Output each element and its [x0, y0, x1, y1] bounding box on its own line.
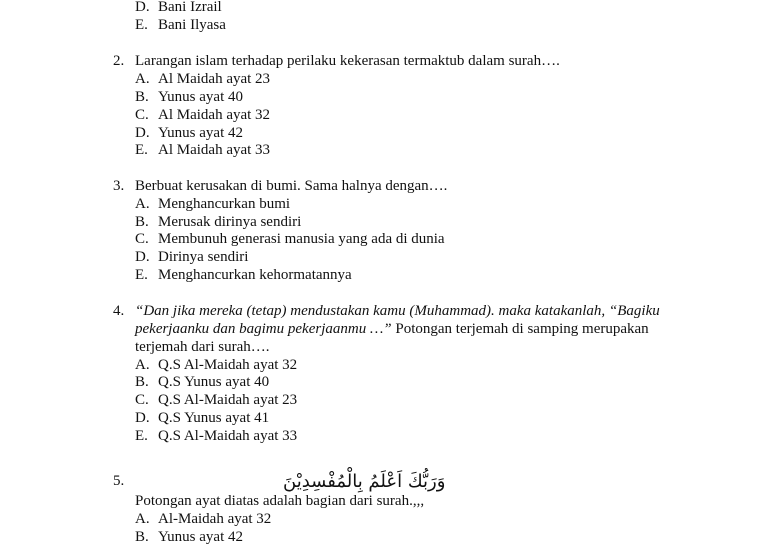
option-text: Q.S Al-Maidah ayat 23	[158, 392, 298, 408]
option-letter: E.	[135, 267, 148, 283]
option-text: Merusak dirinya sendiri	[158, 214, 302, 230]
option-letter: E.	[135, 428, 148, 444]
option-text: Q.S Yunus ayat 40	[158, 374, 270, 390]
option-letter: C.	[135, 392, 149, 408]
option-text: Bani Ilyasa	[158, 17, 226, 33]
option-text: Q.S Al-Maidah ayat 33	[158, 428, 298, 444]
option-text: Membunuh generasi manusia yang ada di dunia	[158, 231, 445, 247]
translation-quote: “Dan jika mereka (tetap) mendustakan kamu (Muhammad). maka katakanlah, “Bagiku pekerjaanku dan bagimu pekerjaanmu …”	[135, 303, 660, 337]
option-text: Q.S Al-Maidah ayat 32	[158, 357, 298, 373]
question-number: 5.	[113, 473, 125, 489]
option-text: Menghancurkan kehormatannya	[158, 267, 352, 283]
question-text: Larangan islam terhadap perilaku kekerasan termaktub dalam surah….	[135, 53, 560, 69]
option-letter: D.	[135, 249, 150, 265]
option-letter: B.	[135, 374, 149, 390]
option-letter: D.	[135, 0, 150, 15]
option-text: Yunus ayat 42	[158, 125, 243, 141]
option-text: Al Maidah ayat 23	[158, 71, 271, 87]
option-letter: C.	[135, 231, 149, 247]
question-number: 4.	[113, 303, 125, 319]
arabic-verse-text: وَرَبُّكَ اَعْلَمُ بِالْمُفْسِدِيْنَ	[283, 471, 446, 492]
option-text: Al-Maidah ayat 32	[158, 511, 272, 527]
option-letter: C.	[135, 107, 149, 123]
option-letter: E.	[135, 17, 148, 33]
option-text: Dirinya sendiri	[158, 249, 249, 265]
option-letter: E.	[135, 142, 148, 158]
question-text: Potongan ayat diatas adalah bagian dari surah.,,,	[135, 493, 425, 509]
question-prompt: Potongan terjemah di samping merupakan terjemah dari surah….	[135, 321, 649, 355]
option-letter: D.	[135, 125, 150, 141]
option-letter: A.	[135, 357, 150, 373]
question-text: Berbuat kerusakan di bumi. Sama halnya dengan….	[135, 178, 448, 194]
option-text: Yunus ayat 42	[158, 529, 243, 545]
option-text: Bani Izrail	[158, 0, 222, 15]
option-letter: A.	[135, 511, 150, 527]
option-text: Al Maidah ayat 33	[158, 142, 271, 158]
option-letter: D.	[135, 410, 150, 426]
question-text	[135, 302, 680, 356]
option-letter: A.	[135, 71, 150, 87]
option-letter: B.	[135, 89, 149, 105]
option-letter: B.	[135, 214, 149, 230]
option-letter: B.	[135, 529, 149, 545]
option-letter: A.	[135, 196, 150, 212]
option-text: Yunus ayat 40	[158, 89, 243, 105]
arabic-verse	[138, 465, 446, 495]
question-number: 3.	[113, 178, 125, 194]
option-text: Menghancurkan bumi	[158, 196, 291, 212]
question-number: 2.	[113, 53, 125, 69]
option-text: Q.S Yunus ayat 41	[158, 410, 270, 426]
option-text: Al Maidah ayat 32	[158, 107, 271, 123]
